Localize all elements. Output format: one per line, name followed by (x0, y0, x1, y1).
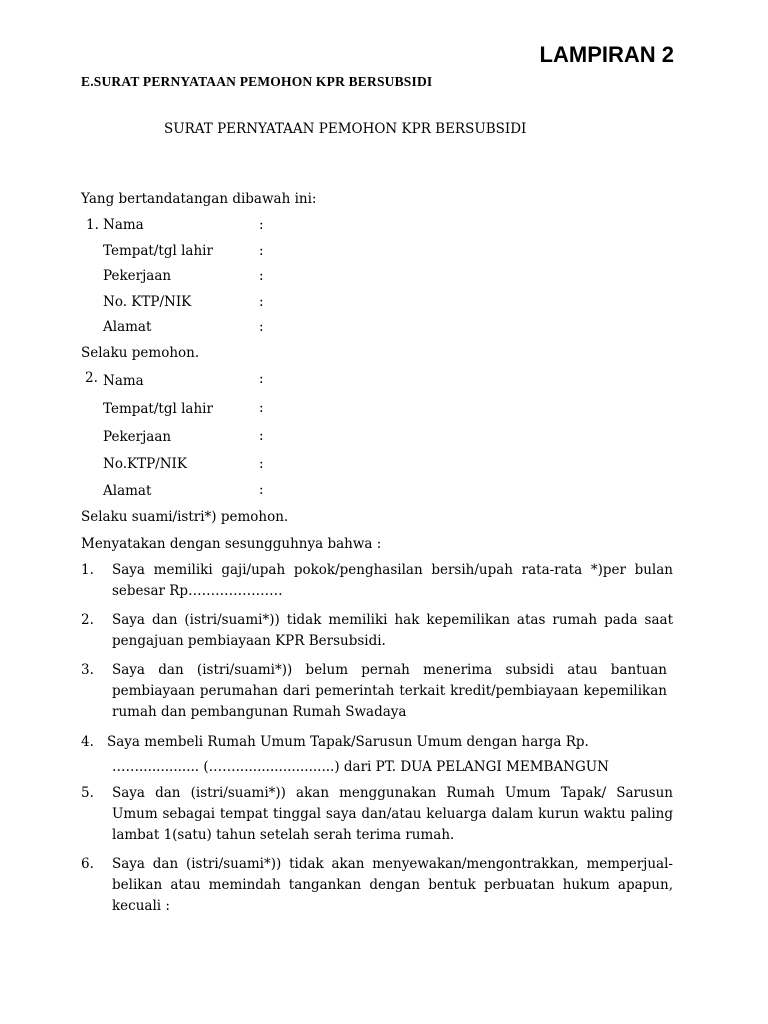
applicant-number: 1. (86, 217, 99, 233)
applicant-field-nama: Nama (103, 217, 144, 233)
statement-text: Saya membeli Rumah Umum Tapak/Sarusun Umum dengan harga Rp. (107, 734, 589, 750)
colon: : (259, 482, 264, 498)
applicant-field-ttl: Tempat/tgl lahir (103, 243, 213, 259)
statement-number: 2. (81, 612, 94, 628)
statement-text: Saya memiliki gaji/upah pokok/penghasilan bersih/upah rata-rata *)per bulan sebesar Rp………………… (112, 562, 673, 599)
attachment-label: LAMPIRAN 2 (539, 42, 674, 67)
spouse-number: 2. (85, 370, 98, 386)
spouse-field-ttl: Tempat/tgl lahir (103, 401, 213, 417)
colon: : (259, 217, 264, 233)
spouse-field-pekerjaan: Pekerjaan (103, 429, 172, 445)
spouse-field-alamat: Alamat (103, 483, 152, 499)
statement-text: Saya dan (istri/suami*)) belum pernah menerima subsidi atau bantuan pembiayaan perumahan dari pemerintah terkait kredit/pembiayaan kepemilikan rumah dan pembangunan Rumah Swadaya (112, 662, 667, 720)
colon: : (259, 456, 264, 472)
applicant-field-alamat: Alamat (103, 319, 152, 335)
colon: : (259, 371, 264, 387)
document-title: SURAT PERNYATAAN PEMOHON KPR BERSUBSIDI (164, 121, 527, 137)
statement-text: Saya dan (istri/suami*)) tidak akan menyewakan/mengontrakkan, memperjual-belikan atau memindah tangankan dengan bentuk perbuatan hukum apapun, kecuali : (112, 856, 673, 914)
statement-number: 6. (81, 856, 94, 872)
applicant-field-ktp: No. KTP/NIK (103, 294, 192, 310)
colon: : (259, 268, 264, 284)
spouse-role: Selaku suami/istri*) pemohon. (81, 509, 289, 525)
applicant-role: Selaku pemohon. (81, 345, 200, 361)
statement-text: Saya dan (istri/suami*)) akan menggunakan Rumah Umum Tapak/ Sarusun Umum sebagai tempat tinggal saya dan/atau keluarga dalam kurun waktu paling lambat 1(satu) tahun setelah serah terima rumah. (112, 785, 673, 843)
statement-text: Saya dan (istri/suami*)) tidak memiliki hak kepemilikan atas rumah pada saat pengajuan pembiayaan KPR Bersubsidi. (112, 612, 673, 649)
spouse-field-ktp: No.KTP/NIK (103, 456, 187, 472)
statement-text-continued: …….............. (…….......................) dari PT. DUA PELANGI MEMBANGUN (112, 759, 609, 775)
statement-number: 5. (81, 785, 94, 801)
colon: : (259, 400, 264, 416)
applicant-field-pekerjaan: Pekerjaan (103, 268, 172, 284)
colon: : (259, 319, 264, 335)
section-title: E.SURAT PERNYATAAN PEMOHON KPR BERSUBSIDI (81, 74, 433, 89)
statement-number: 1. (81, 562, 94, 578)
spouse-field-nama: Nama (103, 373, 144, 389)
colon: : (259, 428, 264, 444)
colon: : (259, 243, 264, 259)
declaration-intro: Menyatakan dengan sesungguhnya bahwa : (81, 536, 382, 552)
statement-number: 3. (81, 662, 94, 678)
intro-text: Yang bertandatangan dibawah ini: (81, 191, 317, 207)
colon: : (259, 294, 264, 310)
statement-number: 4. (81, 734, 94, 750)
